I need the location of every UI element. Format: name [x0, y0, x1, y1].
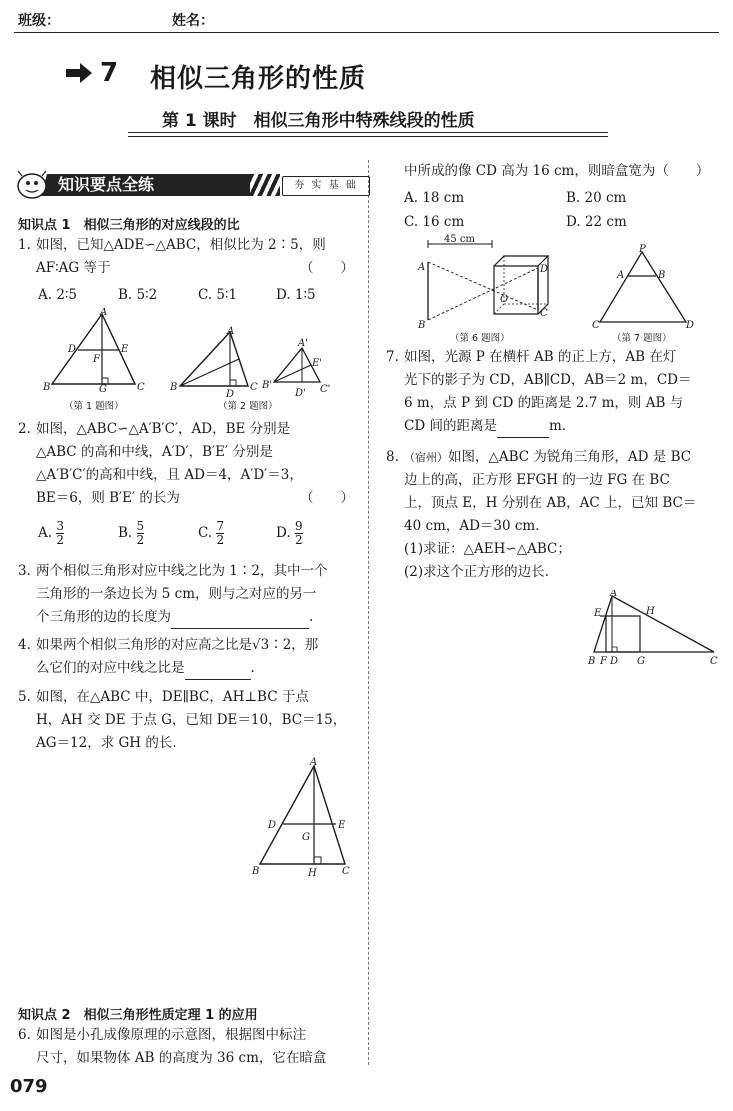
q2-option-a-fraction — [56, 520, 64, 547]
question-5 — [18, 686, 358, 755]
q3-line3: 个三角形的边的长度为 — [36, 609, 171, 625]
fig1-label-f: F — [93, 354, 100, 365]
q6-line1: 如图是小孔成像原理的示意图，根据图中标注 — [36, 1027, 306, 1043]
question-3 — [18, 560, 358, 629]
q8-line2: 边上的高，正方形 EFGH 的一边 FG 在 BC — [404, 472, 670, 488]
figure-2 — [170, 326, 360, 402]
q4-line1a: 如果两个相似三角形的对应高之比是 — [36, 637, 252, 653]
question-7 — [386, 346, 720, 438]
q5-line3: AG＝12，求 GH 的长. — [36, 735, 177, 751]
q2-option-d-letter: D. — [276, 525, 291, 541]
q4-end: . — [250, 660, 255, 676]
q7-line1: 如图，光源 P 在横杆 AB 的正上方，AB 在灯 — [404, 349, 677, 365]
q8-sub1: (1)求证：△AEH∽△ABC； — [404, 541, 571, 557]
q2-option-c-fraction — [216, 520, 224, 547]
fig2-label-b-prime: B' — [262, 380, 273, 391]
q6-options — [404, 190, 720, 238]
fig2-label-c: C — [250, 382, 258, 393]
fig8-label-e: E — [594, 608, 602, 619]
question-2 — [18, 418, 358, 510]
q7-answer-blank[interactable] — [497, 423, 549, 438]
fig1-label-e: E — [121, 344, 129, 355]
q2-option-a-den: 2 — [56, 533, 64, 547]
q2-option-b-letter: B. — [118, 525, 133, 541]
banner-stripes — [250, 174, 280, 196]
q6-option-d[interactable]: D. 22 cm — [566, 214, 627, 230]
q8-sub2: (2)求这个正方形的边长. — [404, 564, 549, 580]
fig8-label-b: B — [588, 656, 596, 667]
fig6-label-c: C — [540, 308, 548, 319]
q1-line2: AF∶AG 等于 — [36, 260, 111, 276]
section-banner — [14, 170, 362, 200]
q8-source: （宿州） — [404, 451, 448, 464]
fig2-label-e-prime: E' — [312, 358, 323, 369]
q8-line4: 40 cm，AD＝30 cm. — [404, 518, 540, 534]
question-8 — [386, 446, 720, 584]
fig5-label-d: D — [268, 820, 277, 831]
fig7-label-a: A — [617, 270, 625, 281]
q1-paren: （ ） — [300, 260, 354, 276]
column-divider — [368, 160, 369, 1065]
q1-option-c[interactable]: C. 5∶1 — [198, 287, 238, 303]
q3-num: 3. — [18, 563, 31, 579]
fig5-label-e: E — [338, 820, 346, 831]
figure-7 — [590, 244, 700, 334]
q6-num: 6. — [18, 1027, 31, 1043]
q4-answer-blank[interactable] — [185, 665, 251, 680]
question-6 — [18, 1024, 358, 1070]
fig6-label-d: D — [540, 264, 549, 275]
q1-option-b[interactable]: B. 5∶2 — [118, 287, 158, 303]
header-rule — [14, 32, 719, 33]
page-number: 079 — [10, 1076, 48, 1097]
fig6-label-a: A — [418, 262, 426, 273]
q6-option-c[interactable]: C. 16 cm — [404, 214, 465, 230]
fig5-label-h: H — [308, 868, 317, 878]
q2-line1: 如图，△ABC∽△A′B′C′，AD，BE 分别是 — [36, 421, 291, 437]
q4-line1b: ∶2，那 — [269, 637, 319, 653]
q2-option-d[interactable] — [276, 520, 303, 547]
q1-num: 1. — [18, 237, 31, 253]
q7-line3: 6 m，点 P 到 CD 的距离是 2.7 m，则 AB 与 — [404, 395, 684, 411]
fig8-label-d: D — [610, 656, 619, 667]
q7-line4a: CD 间的距离是 — [404, 418, 497, 434]
fig1-label-c: C — [137, 382, 145, 392]
q2-option-b-den: 2 — [136, 533, 145, 547]
bookworm-icon — [14, 170, 54, 200]
name-label: 姓名： — [172, 13, 214, 29]
lesson-title: 第 1 课时 相似三角形中特殊线段的性质 — [162, 111, 475, 131]
q6-option-b[interactable]: B. 20 cm — [566, 190, 627, 206]
fig7-label-p: P — [639, 244, 646, 255]
q2-option-a[interactable] — [38, 520, 64, 547]
figure-8 — [586, 590, 722, 674]
fig5-label-a: A — [310, 757, 318, 768]
q4-num: 4. — [18, 637, 31, 653]
figure-6 — [410, 232, 560, 336]
lesson-rule-bottom — [128, 136, 608, 137]
q2-option-c-letter: C. — [198, 525, 213, 541]
fig2-label-a: A — [227, 326, 235, 337]
fig8-label-g: G — [637, 656, 645, 667]
fig2-label-c-prime: C' — [320, 384, 331, 395]
q4-line2: 么它们的对应中线之比是 — [36, 660, 185, 676]
q1-option-a[interactable]: A. 2∶5 — [38, 287, 78, 303]
q5-line1: 如图，在△ABC 中，DE∥BC，AH⊥BC 于点 — [36, 689, 309, 705]
q6-line2: 尺寸，如果物体 AB 的高度为 36 cm，它在暗盒 — [36, 1050, 327, 1066]
q2-num: 2. — [18, 421, 31, 437]
fig6-dimension: 45 cm — [444, 234, 475, 245]
q2-line2: △ABC 的高和中线，A′D′，B′E′ 分别是 — [36, 444, 273, 460]
q3-answer-blank[interactable] — [171, 614, 309, 629]
q2-options — [38, 520, 358, 556]
q2-line3: △A′B′C′的高和中线，且 AD＝4，A′D′＝3， — [36, 467, 303, 483]
q2-paren: （ ） — [300, 490, 354, 506]
banner-tag: 夯 实 基 础 — [282, 176, 370, 196]
fig6-caption: （第 6 题图） — [450, 333, 510, 344]
fig7-label-d: D — [686, 320, 695, 330]
fig1-label-d: D — [68, 344, 77, 355]
q6-line3: 中所成的像 CD 高为 16 cm，则暗盒宽为（ ） — [404, 163, 710, 179]
q8-line1: 如图，△ABC 为锐角三角形，AD 是 BC — [448, 449, 692, 465]
fig8-label-h: H — [646, 606, 655, 617]
fig6-label-o: O — [500, 294, 509, 305]
fig1-label-b: B — [43, 382, 51, 392]
q7-line4b: m. — [548, 418, 567, 434]
fig2-label-b: B — [170, 382, 178, 393]
q2-option-b[interactable] — [118, 520, 144, 547]
fig2-label-d-prime: D' — [295, 388, 306, 398]
q2-option-d-fraction — [295, 520, 303, 547]
q3-line2: 三角形的一条边长为 5 cm，则与之对应的另一 — [36, 586, 317, 602]
chapter-arrow-icon — [66, 62, 92, 88]
fig5-label-c: C — [342, 866, 350, 877]
fig5-label-g: G — [302, 832, 310, 843]
question-4 — [18, 634, 358, 680]
q2-option-a-letter: A. — [38, 525, 53, 541]
q5-num: 5. — [18, 689, 31, 705]
fig8-label-a: A — [610, 590, 618, 599]
q2-option-c-num: 7 — [216, 519, 225, 533]
q5-line2: H，AH 交 DE 于点 G，已知 DE＝10，BC＝15， — [36, 712, 347, 728]
fig5-label-b: B — [252, 866, 260, 877]
q2-option-d-den: 2 — [294, 533, 303, 547]
fig2-caption: （第 2 题图） — [218, 401, 278, 412]
q2-line4: BE＝6，则 B′E′ 的长为 — [36, 490, 180, 506]
q1-option-d[interactable]: D. 1∶5 — [276, 287, 316, 303]
fig8-label-c: C — [710, 656, 718, 667]
q3-line1: 两个相似三角形对应中线之比为 1∶2，其中一个 — [36, 563, 328, 579]
q2-option-d-num: 9 — [294, 519, 303, 533]
fig7-label-c: C — [592, 320, 600, 330]
q2-option-b-fraction — [137, 520, 145, 547]
q4-sqrt: √3 — [252, 637, 270, 653]
fig1-label-g: G — [99, 384, 107, 392]
q2-option-b-num: 5 — [136, 519, 145, 533]
fig8-label-f: F — [600, 656, 607, 667]
banner-title: 知识要点全练 — [58, 175, 155, 194]
chapter-title: 相似三角形的性质 — [150, 64, 367, 94]
q2-option-a-num: 3 — [56, 519, 64, 533]
q7-num: 7. — [386, 349, 399, 365]
q8-num: 8. — [386, 449, 399, 465]
q2-option-c[interactable] — [198, 520, 224, 547]
figure-1 — [40, 308, 150, 396]
fig1-label-a: A — [100, 308, 108, 318]
q8-line3: 上，顶点 E，H 分别在 AB，AC 上，已知 BC＝ — [404, 495, 697, 511]
chapter-number: 7 — [100, 58, 120, 88]
q3-end: . — [309, 609, 314, 625]
fig2-label-d: D — [226, 389, 235, 398]
kp1-title: 知识点 1 相似三角形的对应线段的比 — [18, 218, 240, 233]
fig6-label-b: B — [418, 320, 426, 331]
q6-option-a[interactable]: A. 18 cm — [404, 190, 465, 206]
q1-line1: 如图，已知△ADE∽△ABC，相似比为 2∶5，则 — [36, 237, 326, 253]
fig7-label-b: B — [658, 270, 666, 281]
question-1 — [18, 234, 358, 280]
lesson-rule-top — [128, 132, 608, 133]
fig1-caption: （第 1 题图） — [64, 401, 124, 412]
fig7-caption: （第 7 题图） — [612, 333, 672, 344]
kp2-title: 知识点 2 相似三角形性质定理 1 的应用 — [18, 1008, 258, 1023]
figure-5 — [248, 756, 358, 882]
q2-option-c-den: 2 — [216, 533, 225, 547]
fig2-label-a-prime: A' — [298, 338, 308, 349]
class-label: 班级： — [18, 13, 60, 29]
q7-line2: 光下的影子为 CD，AB∥CD，AB＝2 m，CD＝ — [404, 372, 692, 388]
